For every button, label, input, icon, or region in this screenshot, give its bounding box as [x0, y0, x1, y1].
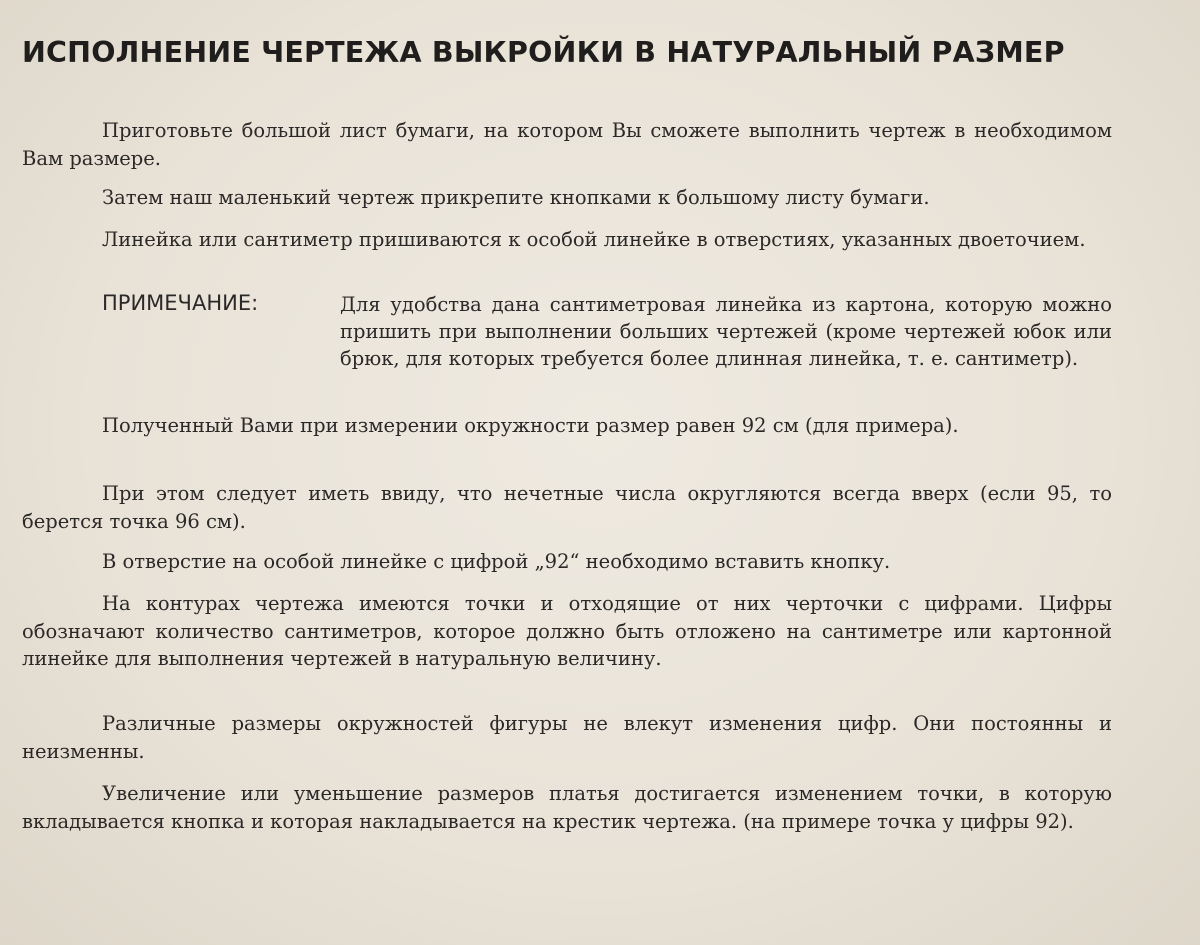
paragraph-8: Различные размеры окружностей фигуры не влекут изменения цифр. Они постоянны и неизменны. [22, 712, 1112, 763]
paragraph-9: Увеличение или уменьшение размеров платья достигается изменением точки, в которую вкладывается кнопка и которая накладывается на крестик чертежа. (на примере точка у цифры 92). [22, 782, 1112, 833]
paragraph-1: Приготовьте большой лист бумаги, на котором Вы сможете выполнить чертеж в необходимом Вам размере. [22, 119, 1112, 170]
paragraph-6: В отверстие на особой линейке с цифрой „92“ необходимо вставить кнопку. [102, 550, 891, 573]
note-text: Для удобства дана сантиметровая линейка из картона, которую можно пришить при выполнении больших чертежей (кроме чертежей юбок или брюк, для которых требуется более длинная линейка, т. е. сантиметр). [340, 293, 1112, 370]
paragraph-7: На контурах чертежа имеются точки и отходящие от них черточки с цифрами. Цифры обозначают количество сантиметров, которое должно быть отложено на сантиметре или картонной линейке для выполнения чертежей в натуральную величину. [22, 592, 1112, 670]
page-title: ИСПОЛНЕНИЕ ЧЕРТЕЖА ВЫКРОЙКИ В НАТУРАЛЬНЫЙ РАЗМЕР [22, 36, 1065, 69]
paragraph-5: При этом следует иметь ввиду, что нечетные числа округляются всегда вверх (если 95, то берется точка 96 см). [22, 482, 1112, 533]
paragraph-3: Линейка или сантиметр пришиваются к особой линейке в отверстиях, указанных двоеточием. [102, 228, 1086, 251]
note-label: ПРИМЕЧАНИЕ: [102, 291, 259, 315]
paragraph-4: Полученный Вами при измерении окружности размер равен 92 см (для примера). [102, 414, 959, 437]
paragraph-2: Затем наш маленький чертеж прикрепите кнопками к большому листу бумаги. [102, 186, 930, 209]
